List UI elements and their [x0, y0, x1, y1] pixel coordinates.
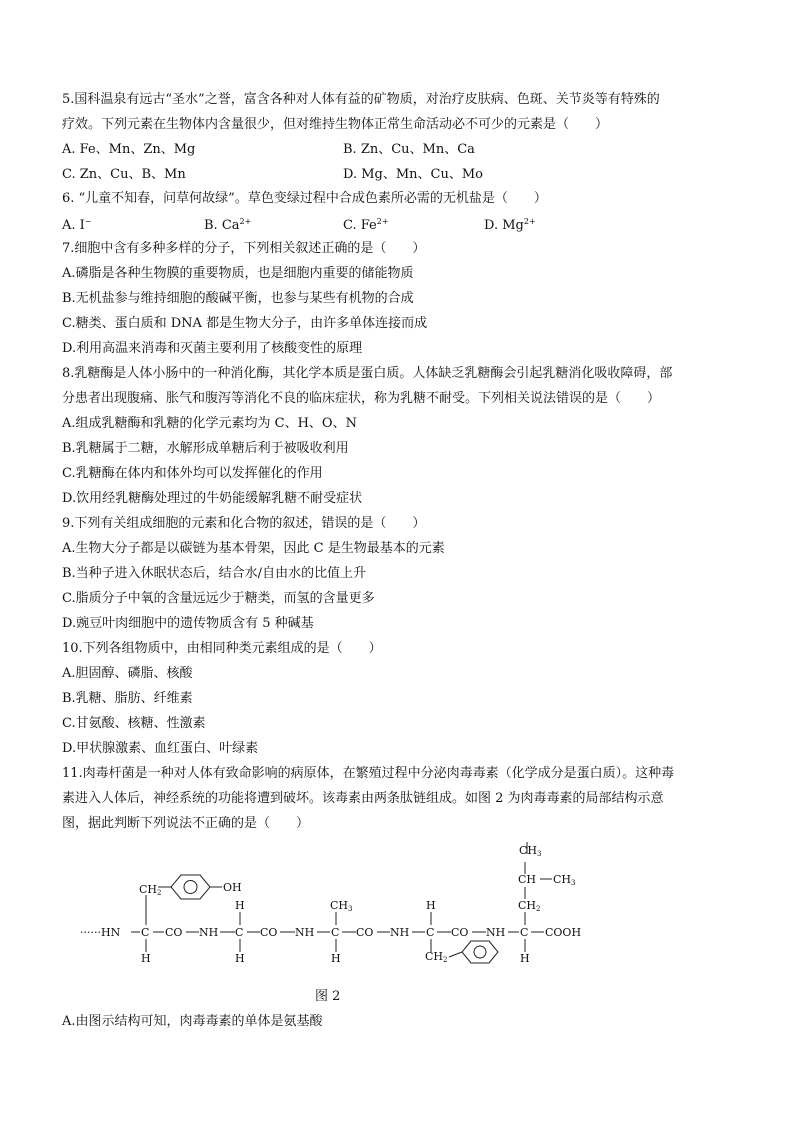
- q6-option-c-sup: 2+: [376, 217, 389, 226]
- backbone-co3: CO: [356, 926, 374, 939]
- q6-option-c[interactable]: [343, 217, 389, 235]
- q6-option-a[interactable]: [62, 217, 92, 235]
- q8-option-d[interactable]: D.饮用经乳糖酶处理过的牛奶能缓解乳糖不耐受症状: [62, 491, 363, 506]
- q7-option-d[interactable]: D.利用高温来消毒和灭菌主要利用了核酸变性的原理: [62, 341, 363, 356]
- q6-option-a-label: A. I: [62, 218, 85, 233]
- q6-option-b-label: B. Ca: [204, 218, 240, 233]
- leu-ch3-right: CH3: [553, 873, 576, 887]
- q10-option-d[interactable]: D.甲状腺激素、血红蛋白、叶绿素: [62, 741, 259, 756]
- q10-option-a[interactable]: A.胆固醇、磷脂、核酸: [62, 666, 193, 681]
- leu-ch2-label: CH2: [518, 899, 541, 913]
- h-c4-top: H: [426, 899, 436, 912]
- leu-ch-label: CH: [518, 873, 537, 886]
- phe-ch2-label: CH2: [425, 950, 448, 964]
- q7-option-a[interactable]: A.磷脂是各种生物膜的重要物质，也是细胞内重要的储能物质: [62, 266, 414, 281]
- backbone-c5: C: [520, 926, 529, 939]
- q9-option-b[interactable]: B.当种子进入休眠状态后，结合水/自由水的比值上升: [62, 566, 367, 581]
- backbone-co2: CO: [260, 926, 278, 939]
- h-c3-bottom: H: [331, 952, 341, 965]
- backbone-c4: C: [426, 926, 435, 939]
- q9-option-c[interactable]: C.脂质分子中氧的含量远远少于糖类，而氢的含量更多: [62, 591, 375, 606]
- q10-option-b[interactable]: B.乳糖、脂肪、纤维素: [62, 691, 193, 706]
- q6-option-b-sup: 2+: [239, 217, 252, 226]
- q8-option-b[interactable]: B.乳糖属于二糖，水解形成单糖后利于被吸收利用: [62, 441, 349, 456]
- q11-stem-line3: 图，据此判断下列说法不正确的是（ ）: [62, 816, 310, 831]
- q6-option-d-label: D. Mg: [484, 218, 524, 233]
- q5-stem-line1: 5.国科温泉有远古“圣水”之誉，富含各种对人体有益的矿物质，对治疗皮肤病、色斑、关节炎等有特殊的: [62, 92, 660, 107]
- h-c1-bottom: H: [141, 952, 151, 965]
- q8-stem-line1: 8.乳糖酶是人体小肠中的一种消化酶，其化学本质是蛋白质。人体缺乏乳糖酶会引起乳糖消化吸收障碍，部: [62, 366, 673, 381]
- backbone-nh4: NH: [486, 926, 506, 939]
- q5-option-c[interactable]: C. Zn、Cu、B、Mn: [62, 167, 186, 182]
- backbone-c2: C: [235, 926, 244, 939]
- q5-option-d[interactable]: D. Mg、Mn、Cu、Mo: [343, 167, 483, 182]
- q7-option-b[interactable]: B.无机盐参与维持细胞的酸碱平衡，也参与某些有机物的合成: [62, 291, 414, 306]
- h-c2-bottom: H: [235, 952, 245, 965]
- q5-option-b[interactable]: B. Zn、Cu、Mn、Ca: [343, 142, 475, 157]
- tyr-oh-label: OH: [223, 881, 242, 894]
- q6-option-d-sup: 2+: [523, 217, 536, 226]
- backbone-c3: C: [331, 926, 340, 939]
- backbone-nh2: NH: [295, 926, 315, 939]
- backbone-co4: CO: [451, 926, 469, 939]
- tyr-ch2-label: CH2: [139, 883, 162, 897]
- q11-stem-line2: 素进入人体后，神经系统的功能将遭到破坏。该毒素由两条肽链组成。如图 2 为肉毒毒素的局部结构示意: [62, 791, 664, 806]
- q10-stem: 10.下列各组物质中，由相同种类元素组成的是（ ）: [62, 641, 382, 656]
- q5-option-a[interactable]: A. Fe、Mn、Zn、Mg: [62, 142, 196, 157]
- q6-option-d[interactable]: [484, 217, 536, 235]
- q8-stem-line2: 分患者出现腹痛、胀气和腹泻等消化不良的临床症状，称为乳糖不耐受。下列相关说法错误的是（ ）: [62, 391, 661, 406]
- h-c2-top: H: [235, 899, 245, 912]
- backbone-nh1: NH: [199, 926, 219, 939]
- q7-stem: 7.细胞中含有多种多样的分子，下列相关叙述正确的是（ ）: [62, 241, 426, 256]
- q11-option-a[interactable]: A.由图示结构可知，肉毒毒素的单体是氨基酸: [62, 1014, 323, 1029]
- q9-stem: 9.下列有关组成细胞的元素和化合物的叙述，错误的是（ ）: [62, 516, 426, 531]
- figure-caption: 图 2: [315, 989, 341, 1004]
- c-terminus-cooh: COOH: [545, 926, 582, 939]
- backbone-nh3: NH: [390, 926, 410, 939]
- backbone-c1: C: [141, 926, 150, 939]
- h-c5-bottom: H: [520, 952, 530, 965]
- q9-option-d[interactable]: D.豌豆叶肉细胞中的遗传物质含有 5 种碱基: [62, 616, 314, 631]
- backbone-co1: CO: [165, 926, 183, 939]
- leu-ch3-top: CH3: [519, 844, 542, 858]
- q6-option-b[interactable]: [204, 217, 251, 235]
- q6-option-c-label: C. Fe: [343, 218, 377, 233]
- q6-option-a-sup: −: [84, 217, 92, 226]
- n-terminus-label: ······HN: [80, 926, 121, 939]
- q10-option-c[interactable]: C.甘氨酸、核糖、性激素: [62, 716, 206, 731]
- q9-option-a[interactable]: A.生物大分子都是以碳链为基本骨架，因此 C 是生物最基本的元素: [62, 541, 445, 556]
- q8-option-a[interactable]: A.组成乳糖酶和乳糖的化学元素均为 C、H、O、N: [62, 416, 357, 431]
- ala-ch3-label: CH3: [330, 899, 353, 913]
- q8-option-c[interactable]: C.乳糖酶在体内和体外均可以发挥催化的作用: [62, 466, 323, 481]
- q11-stem-line1: 11.肉毒杆菌是一种对人体有致命影响的病原体，在繁殖过程中分泌肉毒毒素（化学成分是蛋白质）。这种毒: [62, 766, 675, 781]
- peptide-structure-figure: [0, 835, 794, 1010]
- q6-stem: 6. “儿童不知春，问草何故绿”。草色变绿过程中合成色素所必需的无机盐是（ ）: [62, 191, 547, 206]
- q7-option-c[interactable]: C.糖类、蛋白质和 DNA 都是生物大分子，由许多单体连接而成: [62, 316, 428, 331]
- q5-stem-line2: 疗效。下列元素在生物体内含量很少，但对维持生物体正常生命活动必不可少的元素是（ ）: [62, 117, 609, 132]
